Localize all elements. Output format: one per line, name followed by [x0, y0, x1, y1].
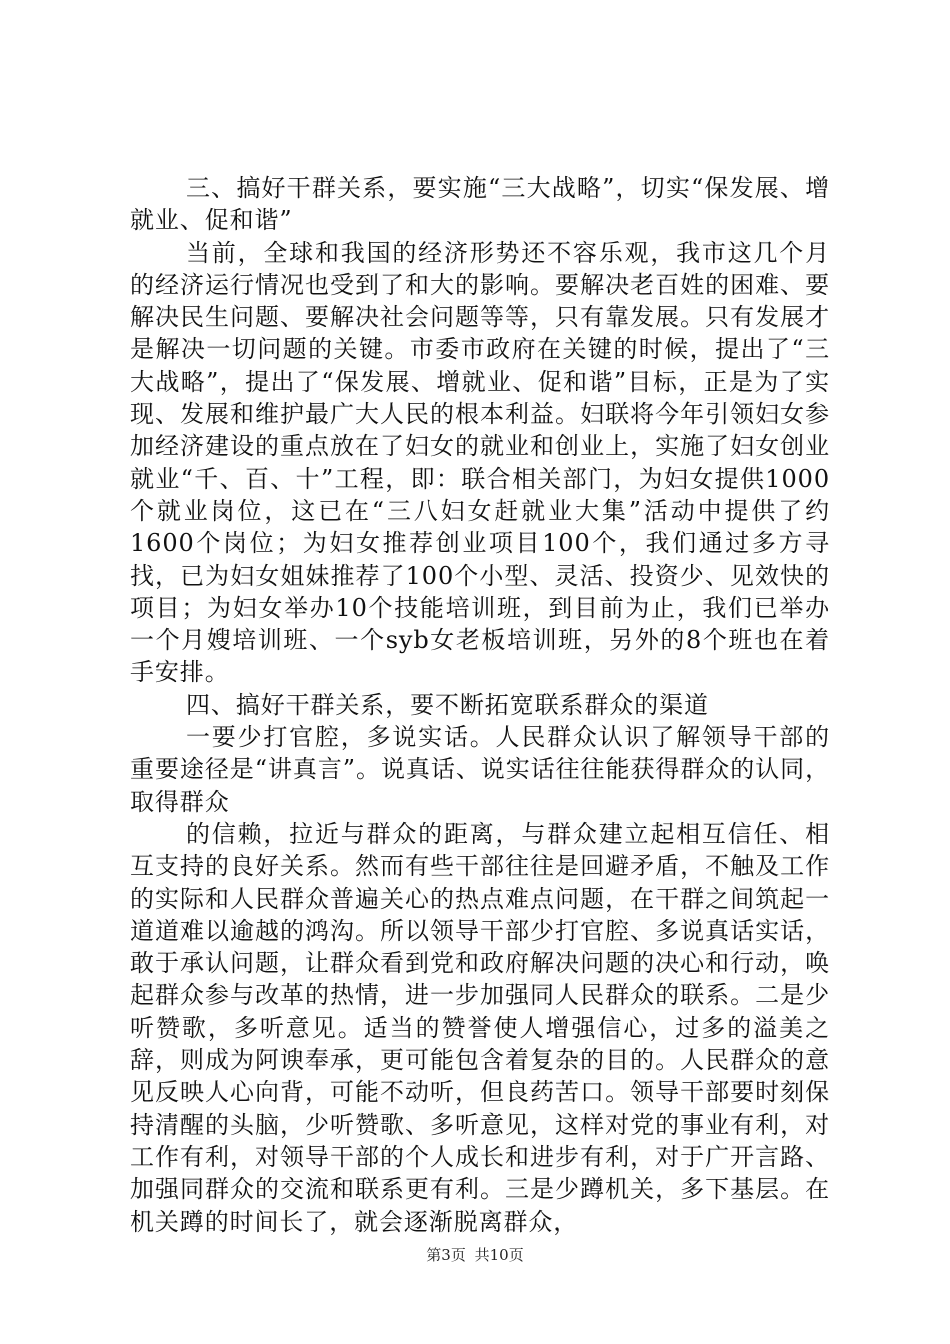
document-body	[130, 172, 830, 1238]
section-heading-three: 三、搞好干群关系，要实施“三大战略”，切实“保发展、增就业、促和谐”	[130, 174, 830, 235]
body-paragraph: 一要少打官腔，多说实话。人民群众认识了解领导干部的重要途径是“讲真言”。说真话、说实话往往能获得群众的认同，取得群众	[130, 723, 830, 816]
body-paragraph: 的信赖，拉近与群众的距离，与群众建立起相互信任、相互支持的良好关系。然而有些干部往往是回避矛盾，不触及工作的实际和人民群众普遍关心的热点难点问题，在干群之间筑起一道道难以逾越的鸿沟。所以领导干部少打官腔、多说真话实话，敢于承认问题，让群众看到党和政府解决问题的决心和行动，唤起群众参与改革的热情，进一步加强同人民群众的联系。二是少听赞歌，多听意见。适当的赞誉使人增强信心，过多的溢美之辞，则成为阿谀奉承，更可能包含着复杂的目的。人民群众的意见反映人心向背，可能不动听，但良药苦口。领导干部要时刻保持清醒的头脑，少听赞歌、多听意见，这样对党的事业有利，对工作有利，对领导干部的个人成长和进步有利，对于广开言路、加强同群众的交流和联系更有利。三是少蹲机关，多下基层。在机关蹲的时间长了，就会逐渐脱离群众，	[130, 819, 830, 1236]
page-total: 共10页	[474, 1246, 524, 1264]
body-paragraph: 当前，全球和我国的经济形势还不容乐观，我市这几个月的经济运行情况也受到了和大的影响。要解决老百姓的困难、要解决民生问题、要解决社会问题等等，只有靠发展。只有发展才是解决一切问题的关键。市委市政府在关键的时候，提出了“三大战略”，提出了“保发展、增就业、促和谐”目标，正是为了实现、发展和维护最广大人民的根本利益。妇联将今年引领妇女参加经济建设的重点放在了妇女的就业和创业上，实施了妇女创业就业“千、百、十”工程，即：联合相关部门，为妇女提供1000个就业岗位，这已在“三八妇女赶就业大集”活动中提供了约1600个岗位；为妇女推荐创业项目100个，我们通过多方寻找，已为妇女姐妹推荐了100个小型、灵活、投资少、见效快的项目；为妇女举办10个技能培训班，到目前为止，我们已举办一个月嫂培训班、一个syb女老板培训班，另外的8个班也在着手安排。	[130, 238, 830, 687]
page-number: 第3页	[426, 1246, 466, 1264]
section-heading-four: 四、搞好干群关系，要不断拓宽联系群众的渠道	[186, 690, 709, 719]
page-footer	[0, 1244, 950, 1265]
